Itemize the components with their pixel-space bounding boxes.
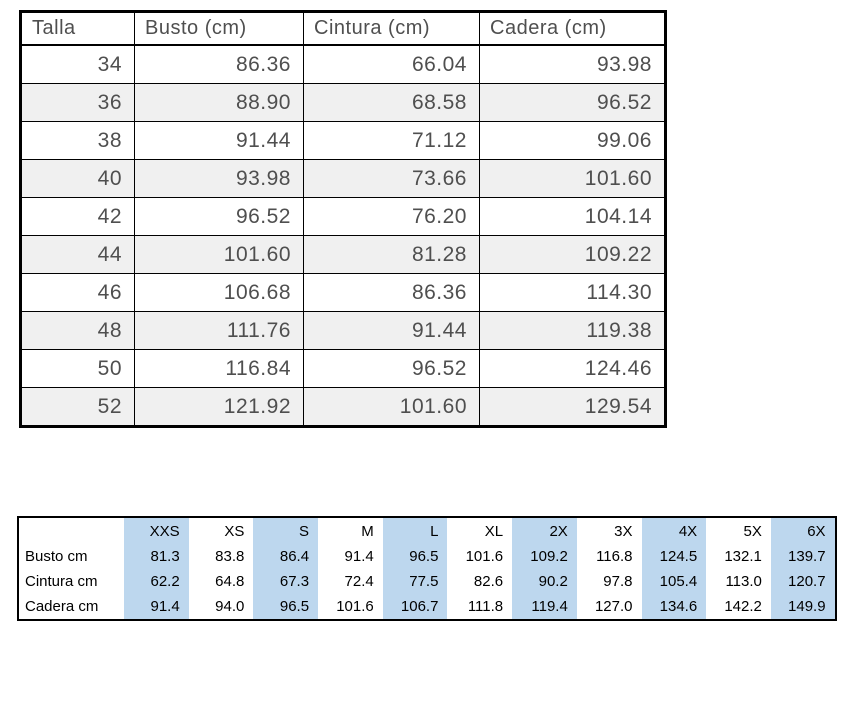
size-header-cell: M bbox=[361, 522, 374, 540]
size-header-cell: 2X bbox=[512, 517, 577, 544]
numeric-size-table-grid bbox=[19, 10, 667, 428]
table-cell: 116.84 bbox=[135, 350, 304, 388]
table-cell: 86.4 bbox=[253, 544, 318, 569]
table-cell: 50 bbox=[21, 350, 135, 388]
size-header-cell: 6X bbox=[771, 517, 836, 544]
table-cell: 114.30 bbox=[480, 274, 666, 312]
table-cell: 86.36 bbox=[304, 274, 480, 312]
row-label-cell: Cintura cm bbox=[25, 573, 98, 590]
table-cell: 109.2 bbox=[512, 544, 577, 569]
table-row bbox=[21, 198, 666, 236]
table-cell: 99.06 bbox=[480, 122, 666, 160]
table-cell: 124.46 bbox=[480, 350, 666, 388]
table-cell: 44 bbox=[21, 236, 135, 274]
size-header-cell: XS bbox=[224, 522, 245, 540]
table-row bbox=[21, 350, 666, 388]
table-cell: 101.60 bbox=[480, 160, 666, 198]
table-cell: 76.20 bbox=[304, 198, 480, 236]
row-label-cell: Busto cm bbox=[25, 548, 88, 565]
table-cell: 101.6 bbox=[465, 548, 504, 565]
table-cell: 68.58 bbox=[304, 84, 480, 122]
table-cell: 142.2 bbox=[724, 598, 762, 615]
header-cell-talla: Talla bbox=[21, 12, 135, 46]
table-cell: 72.4 bbox=[344, 573, 374, 590]
table-cell: 88.90 bbox=[135, 84, 304, 122]
table-cell: 67.3 bbox=[253, 569, 318, 594]
table-cell: 113.0 bbox=[725, 573, 762, 590]
table-row bbox=[21, 45, 666, 84]
table-cell: 73.66 bbox=[304, 160, 480, 198]
table-cell: 120.7 bbox=[771, 569, 836, 594]
numeric-size-table bbox=[19, 10, 667, 428]
table-cell: 81.28 bbox=[304, 236, 480, 274]
table-cell: 111.76 bbox=[135, 312, 304, 350]
table-row bbox=[21, 388, 666, 427]
table-cell: 48 bbox=[21, 312, 135, 350]
table-cell: 127.0 bbox=[594, 598, 633, 615]
table-cell: 36 bbox=[21, 84, 135, 122]
numeric-size-table-body bbox=[21, 45, 666, 427]
row-label-cell: Cadera cm bbox=[25, 598, 99, 615]
table-cell: 93.98 bbox=[135, 160, 304, 198]
table-cell: 77.5 bbox=[383, 569, 448, 594]
table-cell: 96.5 bbox=[253, 594, 318, 620]
table-cell: 104.14 bbox=[480, 198, 666, 236]
table-cell: 96.52 bbox=[135, 198, 304, 236]
size-header-cell: L bbox=[383, 517, 448, 544]
letter-size-table-body bbox=[18, 544, 836, 620]
table-row bbox=[21, 84, 666, 122]
table-cell: 105.4 bbox=[642, 569, 707, 594]
table-row bbox=[18, 544, 836, 569]
table-row bbox=[21, 122, 666, 160]
table-cell: 119.38 bbox=[480, 312, 666, 350]
table-cell: 97.8 bbox=[603, 573, 633, 590]
header-row bbox=[18, 517, 836, 544]
header-row bbox=[21, 12, 666, 46]
table-cell: 109.22 bbox=[480, 236, 666, 274]
table-cell: 129.54 bbox=[480, 388, 666, 427]
size-header-cell: S bbox=[253, 517, 318, 544]
table-cell: 81.3 bbox=[124, 544, 189, 569]
table-cell: 93.98 bbox=[480, 45, 666, 84]
table-cell: 64.8 bbox=[215, 573, 245, 590]
header-cell-busto: Busto (cm) bbox=[135, 12, 304, 46]
table-cell: 101.60 bbox=[135, 236, 304, 274]
table-row bbox=[21, 236, 666, 274]
table-cell: 101.60 bbox=[304, 388, 480, 427]
table-cell: 91.4 bbox=[344, 548, 374, 565]
table-cell: 66.04 bbox=[304, 45, 480, 84]
corner-cell bbox=[18, 517, 124, 544]
table-cell: 101.6 bbox=[336, 598, 374, 615]
size-header-cell: 3X bbox=[614, 522, 633, 540]
size-header-cell: 4X bbox=[642, 517, 707, 544]
table-cell: 139.7 bbox=[771, 544, 836, 569]
size-header-cell: XXS bbox=[124, 517, 189, 544]
table-cell: 96.5 bbox=[383, 544, 448, 569]
table-cell: 52 bbox=[21, 388, 135, 427]
table-cell: 121.92 bbox=[135, 388, 304, 427]
table-row bbox=[18, 569, 836, 594]
table-cell: 132.1 bbox=[724, 548, 762, 565]
table-row bbox=[18, 594, 836, 620]
table-cell: 42 bbox=[21, 198, 135, 236]
table-cell: 119.4 bbox=[512, 594, 577, 620]
table-cell: 96.52 bbox=[304, 350, 480, 388]
table-cell: 149.9 bbox=[771, 594, 836, 620]
table-cell: 116.8 bbox=[596, 548, 633, 565]
table-row bbox=[21, 312, 666, 350]
header-cell-cadera: Cadera (cm) bbox=[480, 12, 666, 46]
numeric-size-table-header bbox=[21, 12, 666, 46]
table-cell: 106.68 bbox=[135, 274, 304, 312]
table-cell: 34 bbox=[21, 45, 135, 84]
table-cell: 62.2 bbox=[124, 569, 189, 594]
table-cell: 134.6 bbox=[642, 594, 707, 620]
table-cell: 86.36 bbox=[135, 45, 304, 84]
letter-size-table bbox=[17, 516, 837, 621]
table-cell: 111.8 bbox=[467, 598, 504, 615]
table-cell: 83.8 bbox=[215, 548, 245, 565]
table-cell: 91.4 bbox=[124, 594, 189, 620]
table-cell: 46 bbox=[21, 274, 135, 312]
table-cell: 124.5 bbox=[642, 544, 707, 569]
table-cell: 38 bbox=[21, 122, 135, 160]
table-cell: 82.6 bbox=[473, 573, 504, 590]
letter-size-table-header bbox=[18, 517, 836, 544]
table-cell: 91.44 bbox=[304, 312, 480, 350]
header-cell-cintura: Cintura (cm) bbox=[304, 12, 480, 46]
table-cell: 106.7 bbox=[383, 594, 448, 620]
table-row bbox=[21, 274, 666, 312]
table-cell: 71.12 bbox=[304, 122, 480, 160]
table-cell: 90.2 bbox=[512, 569, 577, 594]
letter-size-table-grid bbox=[17, 516, 837, 621]
table-cell: 94.0 bbox=[215, 598, 245, 615]
table-cell: 91.44 bbox=[135, 122, 304, 160]
table-cell: 96.52 bbox=[480, 84, 666, 122]
size-header-cell: 5X bbox=[743, 522, 762, 540]
table-cell: 40 bbox=[21, 160, 135, 198]
size-header-cell: XL bbox=[484, 522, 504, 540]
table-row bbox=[21, 160, 666, 198]
